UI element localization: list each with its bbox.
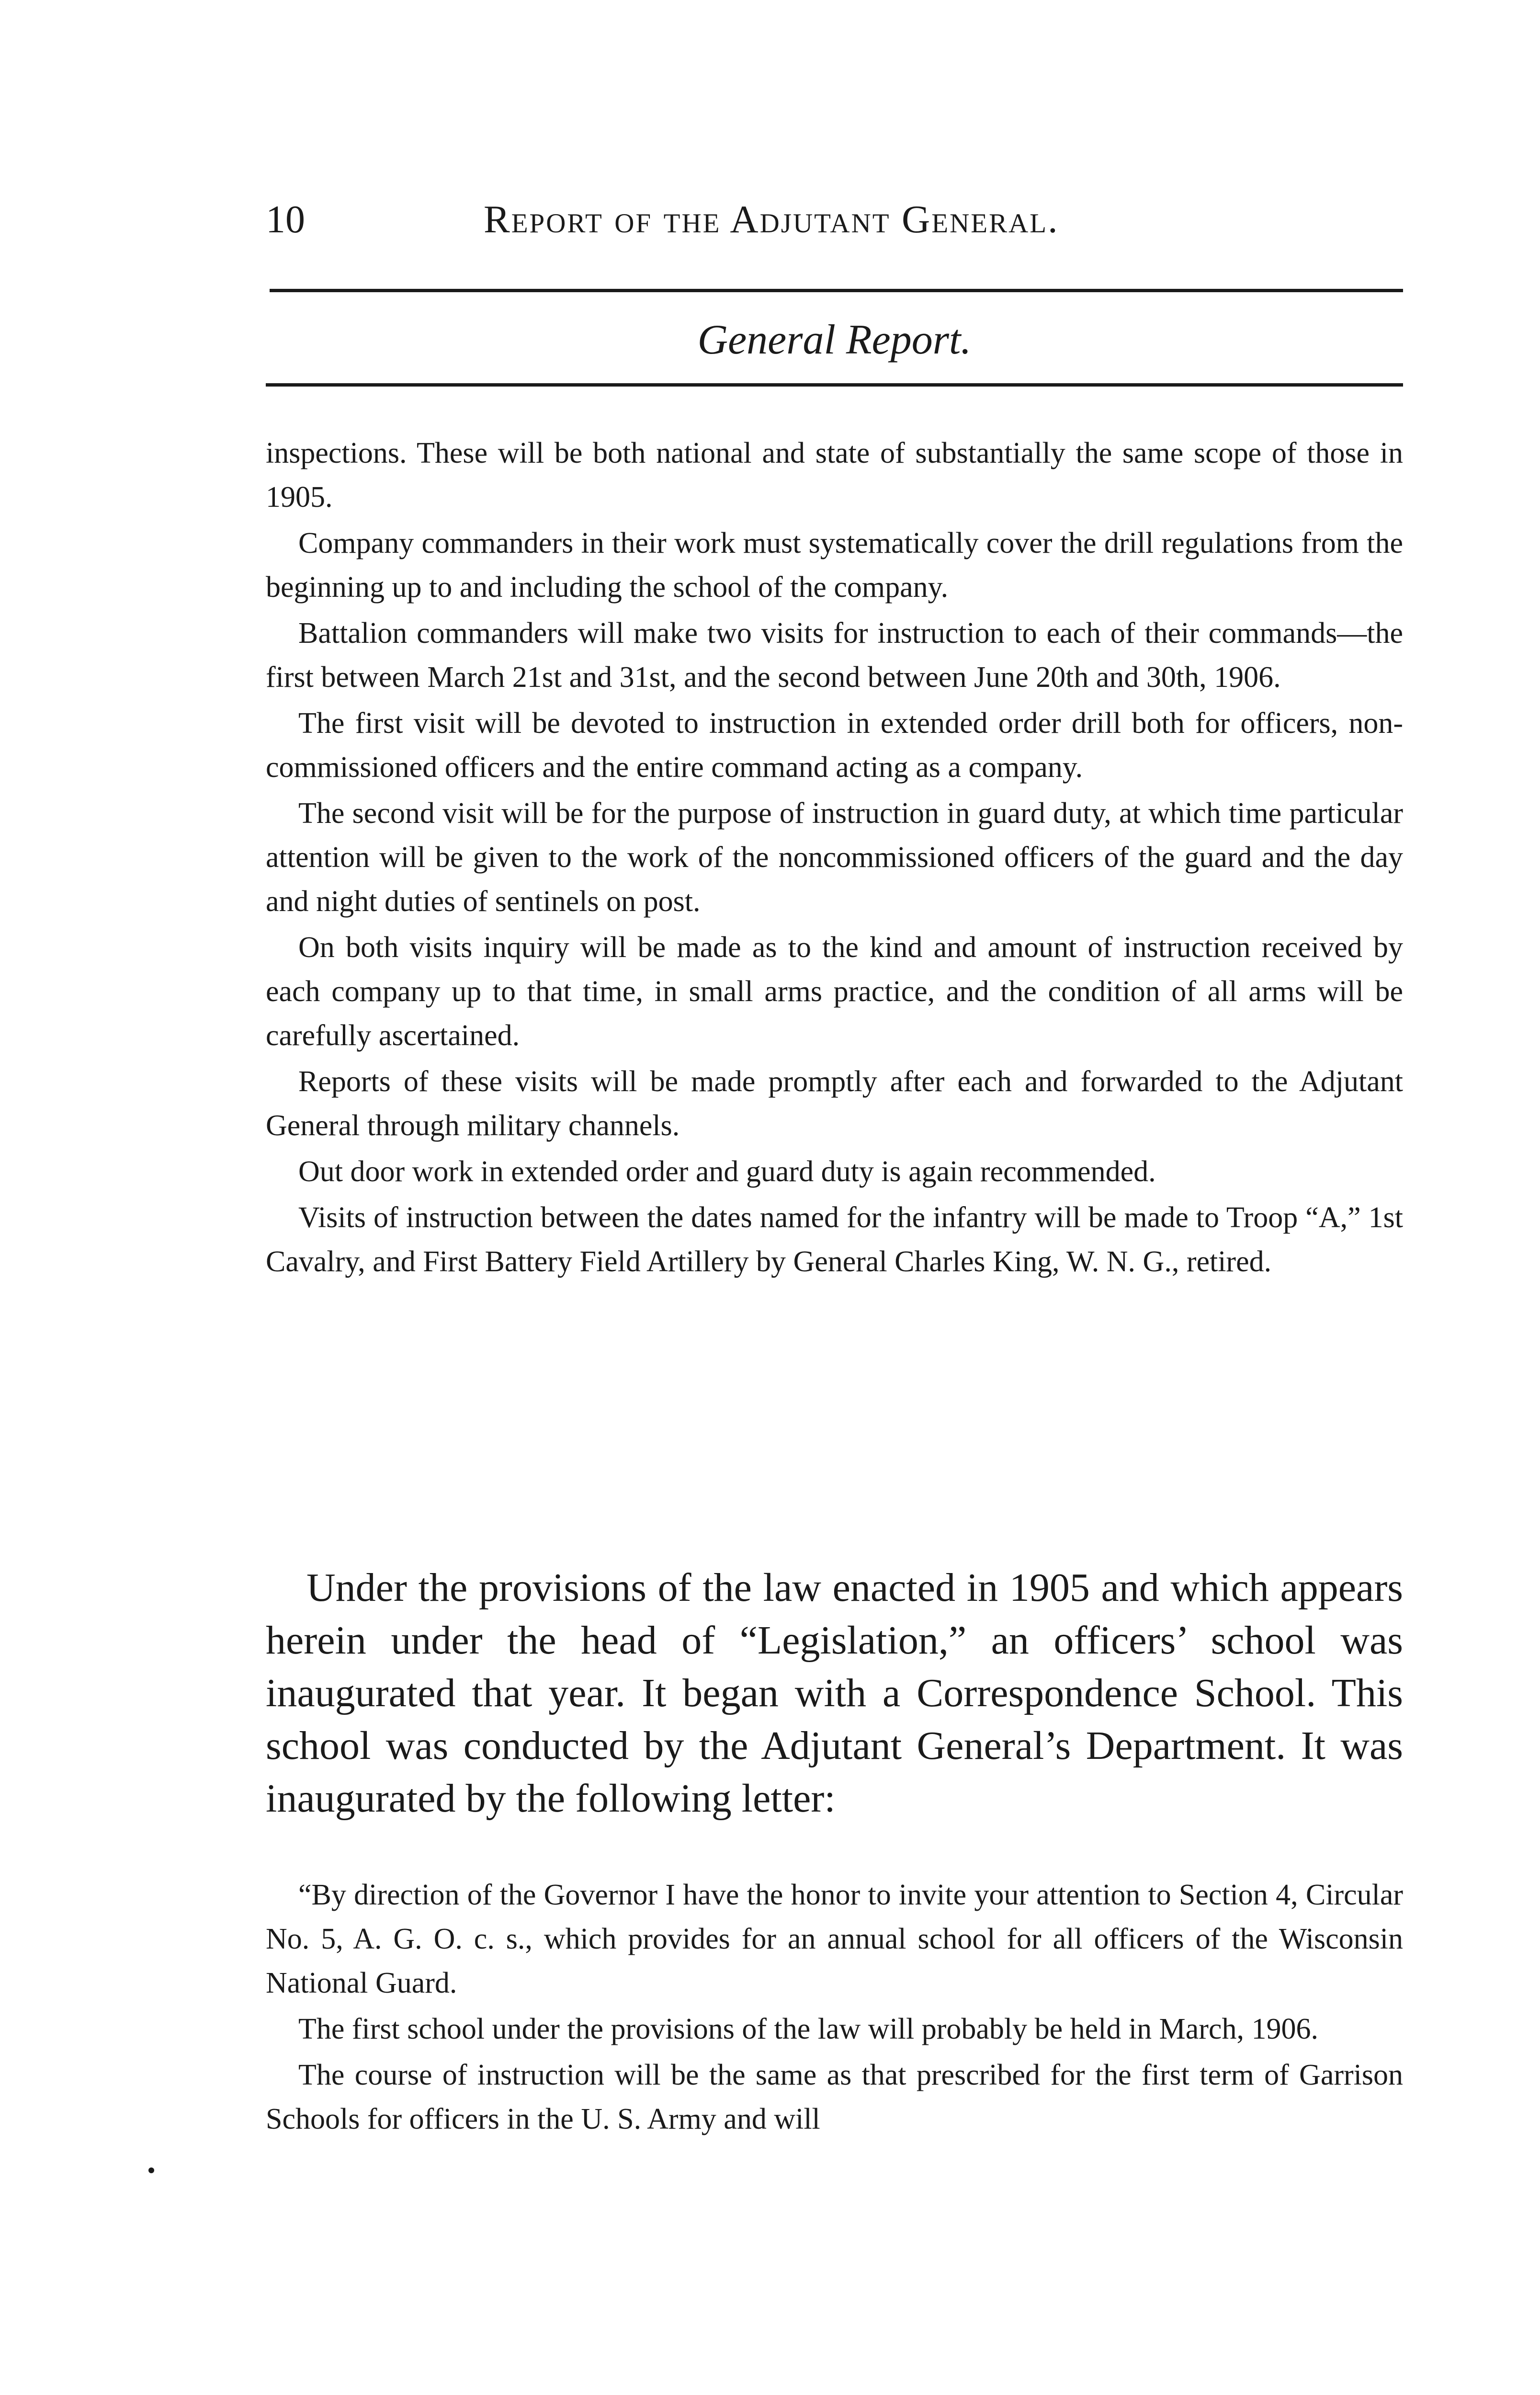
- body-paragraph: On both visits inquiry will be made as to the kind and amount of instruction received by each company up to that time, in small arms practice, and the condition of all arms will be carefully ascertained.: [266, 931, 1403, 1052]
- running-title: Report of the Adjutant General.: [484, 197, 1059, 241]
- quoted-letter: [266, 1873, 1403, 2143]
- page-header: [266, 195, 1405, 243]
- quote-paragraph: The course of instruction will be the same as that prescribed for the first term of Garrison Schools for officers in the U. S. Army and will: [266, 2059, 1403, 2135]
- body-paragraph: The first visit will be devoted to instruction in extended order drill both for officers, non-commissioned officers and the entire command acting as a company.: [266, 707, 1403, 784]
- quote-paragraph: The first school under the provisions of the law will probably be held in March, 1906.: [298, 2013, 1318, 2045]
- body-paragraph: Reports of these visits will be made promptly after each and forwarded to the Adjutant General through military channels.: [266, 1065, 1403, 1142]
- body-paragraph: Company commanders in their work must systematically cover the drill regulations from the beginning up to and including the school of the company.: [266, 527, 1403, 604]
- header-rule-bottom: [266, 383, 1403, 387]
- body-paragraph: Visits of instruction between the dates named for the infantry will be made to Troop “A,” 1st Cavalry, and First Battery Field Artillery by General Charles King, W. N. G., retired.: [266, 1201, 1403, 1278]
- header-rule-top: [270, 289, 1403, 292]
- body-paragraph: The second visit will be for the purpose of instruction in guard duty, at which time particular attention will be given to the work of the noncommissioned officers of the guard and the day and night duties of sentinels on post.: [266, 797, 1403, 918]
- page-number: 10: [266, 197, 305, 241]
- body-paragraph: inspections. These will be both national and state of substantially the same scope of those in 1905.: [266, 437, 1403, 513]
- large-paragraph: Under the provisions of the law enacted in 1905 and which appears herein under the head of “Legislation,” an officers’ school was inaugurated that year. It began with a Correspondence School. This school was conducted by the Adjutant General’s Department. It was inaugurated by the following letter:: [266, 1565, 1403, 1821]
- body-text: [266, 431, 1403, 1286]
- large-text-block: [266, 1562, 1403, 1825]
- quote-paragraph: “By direction of the Governor I have the honor to invite your attention to Section 4, Circular No. 5, A. G. O. c. s., which provides for an annual school for all officers of the Wisconsin National Guard.: [266, 1879, 1403, 1999]
- body-paragraph: Battalion commanders will make two visits for instruction to each of their commands—the first between March 21st and 31st, and the second between June 20th and 30th, 1906.: [266, 617, 1403, 694]
- margin-mark: [148, 2167, 154, 2173]
- body-paragraph: Out door work in extended order and guard duty is again recommended.: [298, 1155, 1156, 1188]
- section-title: General Report.: [697, 317, 972, 363]
